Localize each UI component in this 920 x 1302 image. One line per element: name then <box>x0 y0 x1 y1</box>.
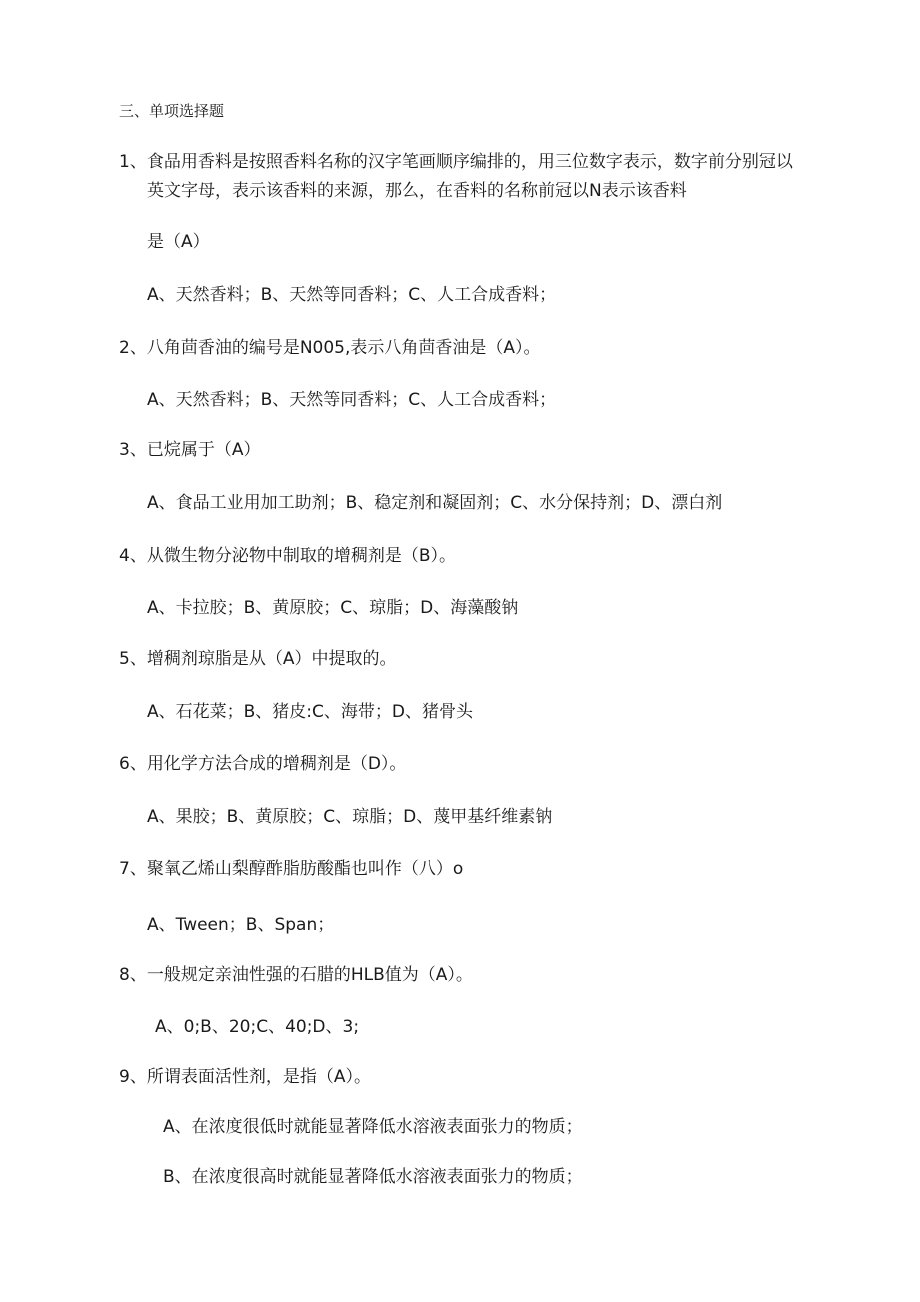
question-6-text: 6、用化学方法合成的增稠剂是（D）。 <box>119 754 407 774</box>
question-6-options: A、果胶；B、黄原胶；C、琼脂；D、蔑甲基纤维素钠 <box>147 807 553 827</box>
question-8-text: 8、一般规定亲油性强的石腊的HLB值为（A）。 <box>119 965 473 985</box>
question-9-option-a: A、在浓度很低时就能显著降低水溶液表面张力的物质； <box>163 1117 583 1137</box>
question-9-option-b: B、在浓度很高时就能显著降低水溶液表面张力的物质； <box>163 1167 583 1187</box>
question-1-options: A、天然香料；B、天然等同香料；C、人工合成香料； <box>147 285 557 305</box>
question-1-continuation: 是（A） <box>147 232 210 252</box>
question-1-text <box>119 148 799 206</box>
question-4-text: 4、从微生物分泌物中制取的增稠剂是（B）。 <box>119 546 456 566</box>
question-7-options: A、Tween；B、Span； <box>147 915 335 935</box>
question-3-options: A、食品工业用加工助剂；B、稳定剂和凝固剂；C、水分保持剂；D、漂白剂 <box>147 493 723 513</box>
section-title: 三、单项选择题 <box>119 102 225 120</box>
question-2-options: A、天然香料；B、天然等同香料；C、人工合成香料； <box>147 390 557 410</box>
question-2-text: 2、八角茴香油的编号是N005,表示八角茴香油是（A）。 <box>119 338 541 358</box>
question-1-text-content: 1、食品用香料是按照香料名称的汉字笔画顺序编排的，用三位数字表示，数字前分别冠以英文字母，表示该香料的来源，那么，在香料的名称前冠以N表示该香料 <box>119 152 793 201</box>
question-5-text: 5、增稠剂琼脂是从（A）中提取的。 <box>119 649 397 669</box>
question-8-options: A、0;B、20;C、40;D、3; <box>155 1017 360 1037</box>
question-3-text: 3、已烷属于（A） <box>119 440 261 460</box>
question-5-options: A、石花菜；B、猪皮:C、海带；D、猪骨头 <box>147 702 473 722</box>
question-7-text: 7、聚氧乙烯山梨醇酢脂肪酸酯也叫作（八）o <box>119 859 464 879</box>
question-9-text: 9、所谓表面活性剂，是指（A）。 <box>119 1067 371 1087</box>
question-4-options: A、卡拉胶；B、黄原胶；C、琼脂；D、海藻酸钠 <box>147 598 519 618</box>
